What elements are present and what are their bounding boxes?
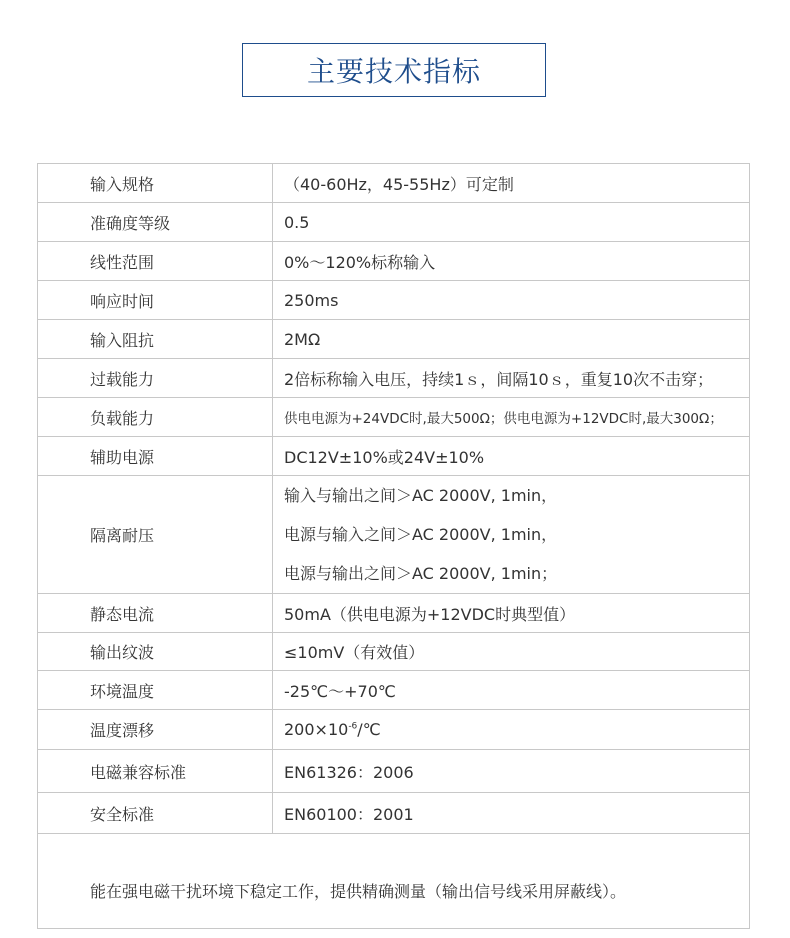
row-label: 输出纹波 bbox=[38, 633, 273, 671]
table-row bbox=[38, 594, 750, 633]
table-row bbox=[38, 203, 750, 242]
row-label: 输入规格 bbox=[38, 164, 273, 203]
table-row bbox=[38, 476, 750, 594]
row-label: 输入阻抗 bbox=[38, 320, 273, 359]
table-row bbox=[38, 633, 750, 671]
row-label: 电磁兼容标准 bbox=[38, 750, 273, 793]
row-value: 2倍标称输入电压，持续1ｓ，间隔10ｓ，重复10次不击穿； bbox=[273, 359, 750, 398]
row-value: 2MΩ bbox=[273, 320, 750, 359]
row-value: EN61326：2006 bbox=[273, 750, 750, 793]
table-row bbox=[38, 793, 750, 834]
table-row bbox=[38, 437, 750, 476]
row-value: 250ms bbox=[273, 281, 750, 320]
row-label: 线性范围 bbox=[38, 242, 273, 281]
row-label: 静态电流 bbox=[38, 594, 273, 633]
row-label: 安全标准 bbox=[38, 793, 273, 834]
row-value: 0.5 bbox=[273, 203, 750, 242]
row-value bbox=[273, 710, 750, 750]
table-row bbox=[38, 164, 750, 203]
row-value: （40-60Hz，45-55Hz）可定制 bbox=[273, 164, 750, 203]
row-label: 温度漂移 bbox=[38, 710, 273, 750]
value-exponent: -6 bbox=[348, 721, 358, 732]
row-value: 50mA（供电电源为+12VDC时典型值） bbox=[273, 594, 750, 633]
row-value: -25℃～+70℃ bbox=[273, 671, 750, 710]
table-row bbox=[38, 671, 750, 710]
isolation-line: 输入与输出之间＞AC 2000V, 1min， bbox=[284, 486, 558, 505]
row-label: 辅助电源 bbox=[38, 437, 273, 476]
row-label: 负载能力 bbox=[38, 398, 273, 437]
table-row bbox=[38, 710, 750, 750]
table-row bbox=[38, 281, 750, 320]
value-base: 200×10 bbox=[284, 720, 349, 739]
row-value: 0%～120%标称输入 bbox=[273, 242, 750, 281]
row-label: 环境温度 bbox=[38, 671, 273, 710]
table-row bbox=[38, 242, 750, 281]
note-row bbox=[38, 834, 750, 929]
row-label: 隔离耐压 bbox=[38, 476, 273, 594]
table-row bbox=[38, 750, 750, 793]
table-row bbox=[38, 359, 750, 398]
row-value: 供电电源为+24VDC时,最大500Ω；供电电源为+12VDC时,最大300Ω； bbox=[273, 398, 750, 437]
row-value bbox=[273, 476, 750, 594]
spec-table bbox=[37, 163, 750, 929]
value-unit: /℃ bbox=[357, 720, 381, 739]
note-text: 能在强电磁干扰环境下稳定工作，提供精确测量（输出信号线采用屏蔽线）。 bbox=[38, 834, 750, 929]
table-row bbox=[38, 398, 750, 437]
row-value: ≤10mV（有效值） bbox=[273, 633, 750, 671]
row-label: 准确度等级 bbox=[38, 203, 273, 242]
page-title: 主要技术指标 bbox=[242, 43, 546, 97]
isolation-line: 电源与输出之间＞AC 2000V, 1min； bbox=[284, 564, 558, 583]
row-value: DC12V±10%或24V±10% bbox=[273, 437, 750, 476]
row-value: EN60100：2001 bbox=[273, 793, 750, 834]
row-label: 过载能力 bbox=[38, 359, 273, 398]
isolation-line: 电源与输入之间＞AC 2000V, 1min， bbox=[284, 525, 558, 544]
row-label: 响应时间 bbox=[38, 281, 273, 320]
table-row bbox=[38, 320, 750, 359]
